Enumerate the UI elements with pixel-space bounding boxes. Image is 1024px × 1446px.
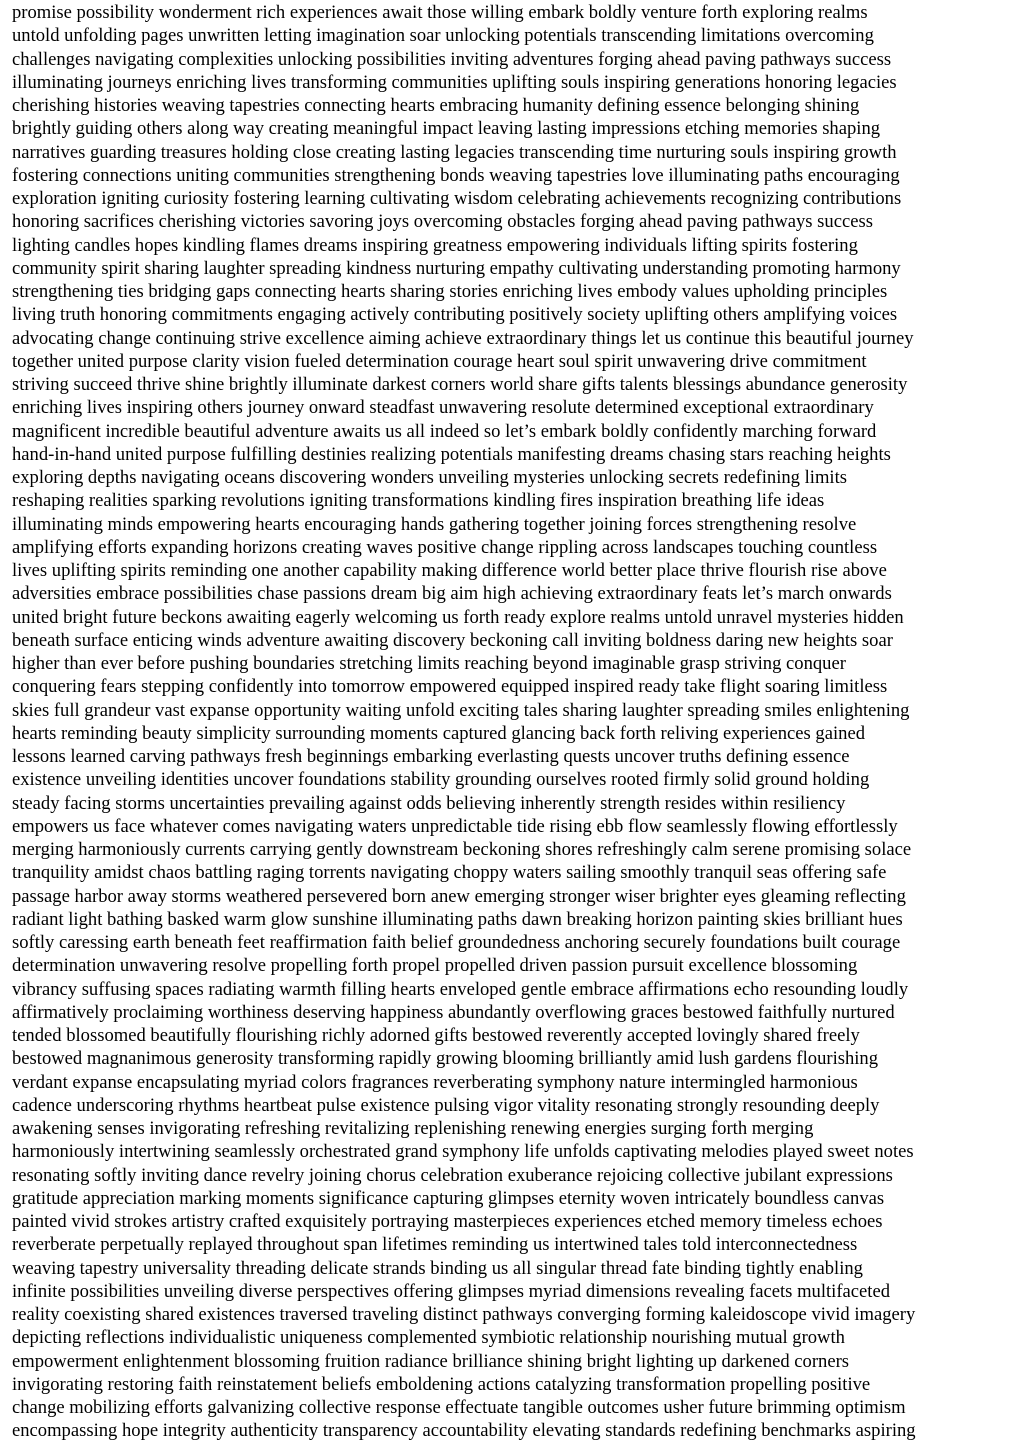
- text-line: community spirit sharing laughter spreading kindness nurturing empathy cultivating understanding promoting harmony: [12, 257, 901, 279]
- text-line: striving succeed thrive shine brightly illuminate darkest corners world share gifts talents blessings abundance generosity: [12, 374, 908, 395]
- text-line: softly caressing earth beneath feet reaffirmation faith belief groundedness anchoring securely foundations built courage: [12, 932, 901, 953]
- text-line: infinite possibilities unveiling diverse perspectives offering glimpses myriad dimensions revealing facets multifaceted: [12, 1280, 890, 1302]
- text-line: gratitude appreciation marking moments significance capturing glimpses eternity woven intricately boundless canvas: [12, 1187, 885, 1209]
- text-line: weaving tapestry universality threading delicate strands binding us all singular thread fate binding tightly enabling: [12, 1257, 863, 1279]
- text-line: existence unveiling identities uncover foundations stability grounding ourselves rooted firmly solid ground holding: [12, 769, 870, 791]
- text-line: tranquility amidst chaos battling raging torrents navigating choppy waters sailing smoothly tranquil seas offering safe: [12, 862, 887, 884]
- text-line: tended blossomed beautifully flourishing richly adorned gifts bestowed reverently accepted lovingly shared freely: [12, 1025, 860, 1046]
- text-line: cadence underscoring rhythms heartbeat pulse existence pulsing vigor vitality resonating strongly resounding deeply: [12, 1094, 880, 1116]
- text-line: reshaping realities sparking revolutions igniting transformations kindling fires inspiration breathing life ideas: [12, 490, 825, 512]
- text-line: passage harbor away storms weathered persevered born anew emerging stronger wiser brighter eyes gleaming reflecting: [12, 885, 906, 907]
- text-line: brightly guiding others along way creating meaningful impact leaving lasting impressions etching memories shaping: [12, 118, 881, 140]
- text-line: depicting reflections individualistic uniqueness complemented symbiotic relationship nourishing mutual growth: [12, 1327, 845, 1349]
- text-line: exploring depths navigating oceans discovering wonders unveiling mysteries unlocking secrets redefining limits: [12, 467, 847, 488]
- text-line: skies full grandeur vast expanse opportunity waiting unfold exciting tales sharing laughter spreading smiles enlightening: [12, 699, 910, 721]
- text-line: awakening senses invigorating refreshing revitalizing replenishing renewing energies surging forth merging: [12, 1118, 814, 1139]
- text-line: lives uplifting spirits reminding one another capability making difference world better place thrive flourish rise above: [12, 560, 887, 581]
- text-line: challenges navigating complexities unlocking possibilities inviting adventures forging ahead paving pathways success: [12, 48, 892, 70]
- text-line: amplifying efforts expanding horizons creating waves positive change rippling across landscapes touching countless: [12, 536, 878, 558]
- text-line: exploration igniting curiosity fostering learning cultivating wisdom celebrating achievements recognizing contributions: [12, 188, 902, 209]
- text-line: advocating change continuing strive excellence aiming achieve extraordinary things let us continue this beautiful journey: [12, 327, 914, 349]
- text-line: narratives guarding treasures holding close creating lasting legacies transcending time nurturing souls inspiring growth: [12, 141, 897, 163]
- text-line: resonating softly inviting dance revelry joining chorus celebration exuberance rejoicing collective jubilant expressions: [12, 1164, 893, 1186]
- text-line: conquering fears stepping confidently into tomorrow empowered equipped inspired ready take flight soaring limitless: [12, 676, 888, 698]
- text-line: adversities embrace possibilities chase passions dream big aim high achieving extraordinary feats let’s march onwards: [12, 583, 892, 605]
- text-line: fostering connections uniting communities strengthening bonds weaving tapestries love illuminating paths encouraging: [12, 164, 900, 186]
- text-line: empowers us face whatever comes navigating waters unpredictable tide rising ebb flow seamlessly flowing effortlessly: [12, 815, 898, 837]
- text-line: beneath surface enticing winds adventure awaiting discovery beckoning call inviting boldness daring new heights soar: [12, 629, 893, 651]
- text-line: radiant light bathing basked warm glow sunshine illuminating paths dawn breaking horizon painting skies brilliant hues: [12, 908, 903, 930]
- text-line: promise possibility wonderment rich experiences await those willing embark boldly venture forth exploring realms: [12, 2, 868, 23]
- text-line: change mobilizing efforts galvanizing collective response effectuate tangible outcomes usher future brimming optimism: [12, 1397, 906, 1418]
- text-line: reverberate perpetually replayed throughout span lifetimes reminding us intertwined tales told interconnectedness: [12, 1234, 858, 1256]
- text-line: together united purpose clarity vision fueled determination courage heart soul spirit unwavering drive commitment: [12, 350, 867, 372]
- text-line: enriching lives inspiring others journey onward steadfast unwavering resolute determined exceptional extraordinary: [12, 397, 874, 419]
- text-line: steady facing storms uncertainties prevailing against odds believing inherently strength resides within resiliency: [12, 792, 846, 814]
- text-line: painted vivid strokes artistry crafted exquisitely portraying masterpieces experiences etched memory timeless echoes: [12, 1211, 883, 1232]
- text-line: determination unwavering resolve propelling forth propel propelled driven passion pursuit excellence blossoming: [12, 955, 858, 977]
- text-line: vibrancy suffusing spaces radiating warmth filling hearts enveloped gentle embrace affirmations echo resounding loudly: [12, 978, 909, 1000]
- text-line: affirmatively proclaiming worthiness deserving happiness abundantly overflowing graces bestowed faithfully nurtured: [12, 1001, 895, 1023]
- text-line: strengthening ties bridging gaps connecting hearts sharing stories enriching lives embody values upholding principles: [12, 281, 888, 302]
- text-line: illuminating minds empowering hearts encouraging hands gathering together joining forces strengthening resolve: [12, 513, 857, 535]
- text-line: hearts reminding beauty simplicity surrounding moments captured glancing back forth reliving experiences gained: [12, 722, 865, 744]
- text-line: verdant expanse encapsulating myriad colors fragrances reverberating symphony nature intermingled harmonious: [12, 1071, 858, 1093]
- text-line: encompassing hope integrity authenticity transparency accountability elevating standards redefining benchmarks aspiring: [12, 1420, 916, 1442]
- text-line: untold unfolding pages unwritten letting imagination soar unlocking potentials transcending limitations overcoming: [12, 25, 874, 47]
- text-line: magnificent incredible beautiful adventure awaits us all indeed so let’s embark boldly confidently marching forward: [12, 420, 877, 442]
- text-line: lighting candles hopes kindling flames dreams inspiring greatness empowering individuals lifting spirits fostering: [12, 234, 858, 256]
- text-line: lessons learned carving pathways fresh beginnings embarking everlasting quests uncover truths defining essence: [12, 746, 850, 767]
- text-line: invigorating restoring faith reinstatement beliefs emboldening actions catalyzing transformation propelling positive: [12, 1373, 871, 1395]
- text-line: harmoniously intertwining seamlessly orchestrated grand symphony life unfolds captivating melodies played sweet notes: [12, 1141, 914, 1163]
- text-line: higher than ever before pushing boundaries stretching limits reaching beyond imaginable grasp striving conquer: [12, 653, 846, 674]
- text-line: merging harmoniously currents carrying gently downstream beckoning shores refreshingly calm serene promising solace: [12, 839, 912, 860]
- text-line: reality coexisting shared existences traversed traveling distinct pathways converging forming kaleidoscope vivid imagery: [12, 1304, 916, 1325]
- text-line: illuminating journeys enriching lives transforming communities uplifting souls inspiring generations honoring legacies: [12, 71, 897, 93]
- text-line: empowerment enlightenment blossoming fruition radiance brilliance shining bright lighting up darkened corners: [12, 1350, 850, 1372]
- text-line: honoring sacrifices cherishing victories savoring joys overcoming obstacles forging ahead paving pathways success: [12, 211, 873, 233]
- text-line: united bright future beckons awaiting eagerly welcoming us forth ready explore realms untold unravel mysteries hidden: [12, 606, 904, 628]
- text-line: cherishing histories weaving tapestries connecting hearts embracing humanity defining essence belonging shining: [12, 95, 860, 116]
- text-line: hand-in-hand united purpose fulfilling destinies realizing potentials manifesting dreams chasing stars reaching heights: [12, 443, 891, 465]
- text-line: living truth honoring commitments engaging actively contributing positively society uplifting others amplifying voices: [12, 304, 898, 326]
- text-line: bestowed magnanimous generosity transforming rapidly growing blooming brilliantly amid lush gardens flourishing: [12, 1048, 879, 1070]
